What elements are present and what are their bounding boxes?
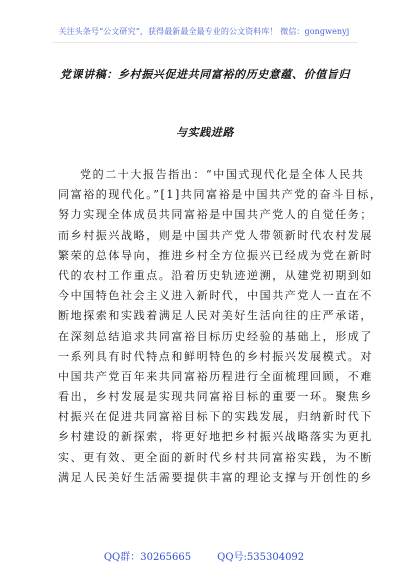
footer-qq-group: QQ群：30265665 bbox=[103, 552, 192, 563]
footer-contact bbox=[0, 548, 408, 563]
body-line: 中国共产党百年来共同富裕历程进行全面梳理回顾，不难 bbox=[58, 369, 373, 383]
body-line: 今中国特色社会主义进入新时代，中国共产党人一直在不 bbox=[58, 289, 373, 303]
body-line: 党的二十大报告指出：“中国式现代化是全体人民共 bbox=[80, 168, 365, 181]
body-line: 代的农村工作重点。沿着历史轨迹逆溯，从建党初期到如 bbox=[58, 268, 373, 282]
body-line: 在深刻总结追求共同富裕目标历史经验的基础上，形成了 bbox=[58, 329, 373, 343]
document-title-line-2: 与实践进路 bbox=[176, 126, 234, 139]
footer-qq-number: QQ号:535304092 bbox=[217, 552, 305, 563]
body-line: 满足人民美好生活需要提供丰富的理论支撑与开创性的乡 bbox=[58, 470, 373, 484]
body-line: 而乡村振兴战略，则是中国共产党人带领新时代农村发展 bbox=[58, 228, 373, 242]
body-line: 断地探索和实践着满足人民对美好生活向往的庄严承诺， bbox=[58, 309, 373, 323]
body-line: 繁荣的总体导向，推进乡村全方位振兴已经成为党在新时 bbox=[58, 248, 373, 262]
body-line: 同富裕的现代化。”[1]共同富裕是中国共产党的奋斗目标， bbox=[58, 188, 383, 202]
body-line: 村振兴在促进共同富裕目标下的实践发展，归纳新时代下 bbox=[58, 410, 373, 424]
body-line: 乡村建设的新探索，将更好地把乡村振兴战略落实为更扎 bbox=[58, 430, 373, 444]
body-text bbox=[58, 165, 383, 488]
header-notice: 关注头条号“公文研究”，获得最新最全最专业的公文资料库！ 微信：gongwenyj bbox=[58, 27, 350, 36]
body-line: 一系列具有时代特点和鲜明特色的乡村振兴发展模式。对 bbox=[58, 349, 373, 363]
body-line: 实、更有效、更全面的新时代乡村共同富裕实践，为不断 bbox=[58, 450, 373, 464]
body-line: 努力实现全体成员共同富裕是中国共产党人的自觉任务； bbox=[58, 208, 373, 222]
document-title-line-1: 党课讲稿：乡村振兴促进共同富裕的历史意蕴、价值旨归 bbox=[60, 68, 350, 81]
header-divider bbox=[52, 42, 358, 43]
body-line: 看出，乡村发展是实现共同富裕目标的重要一环。聚焦乡 bbox=[58, 390, 373, 404]
